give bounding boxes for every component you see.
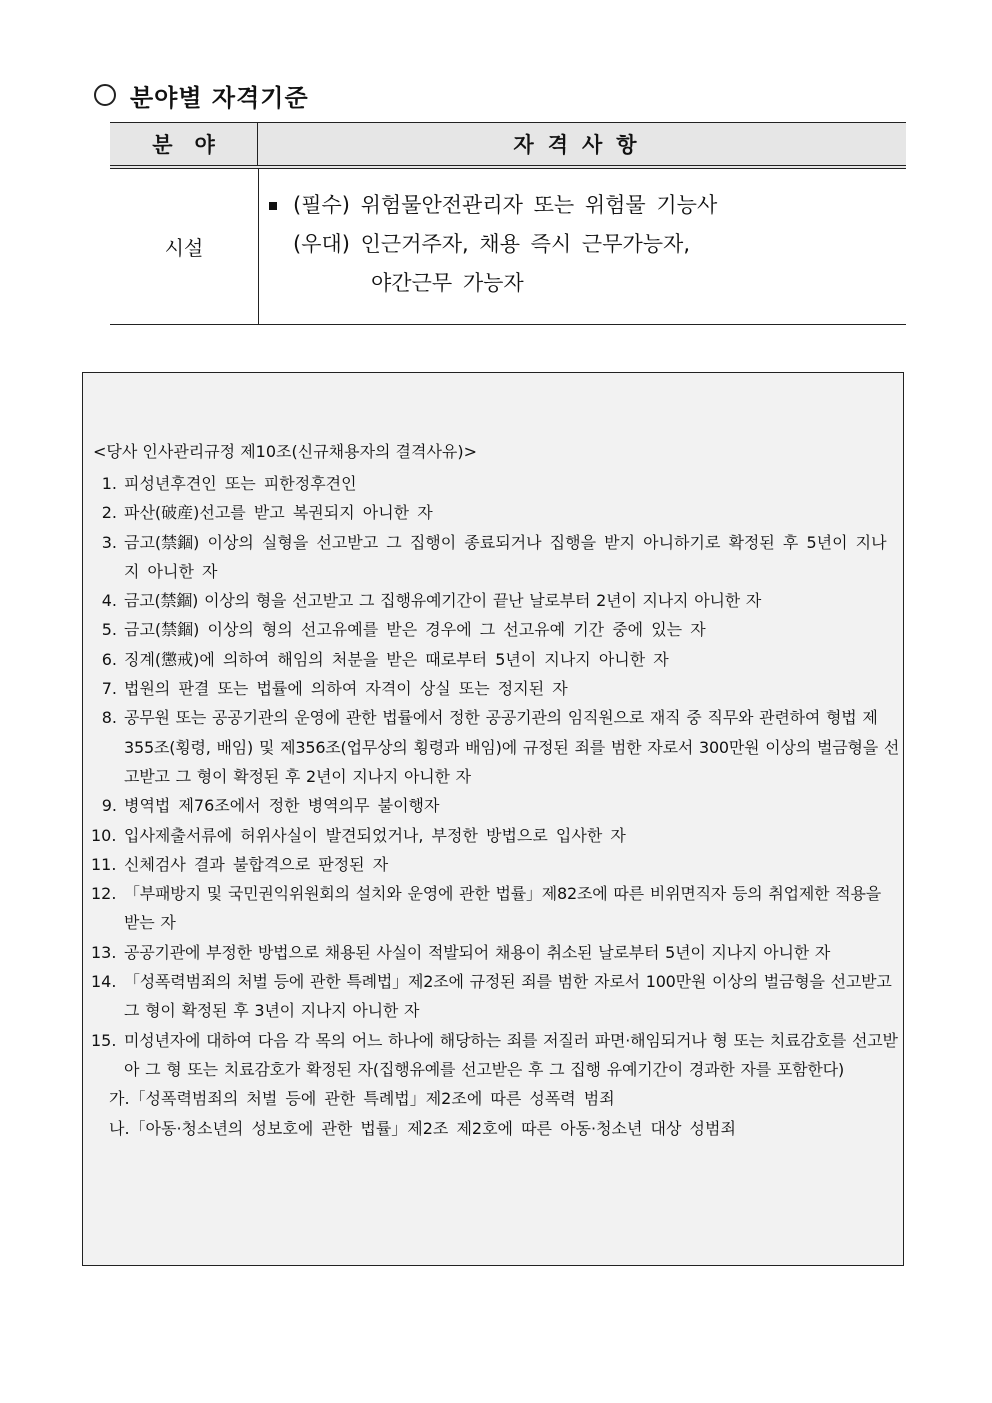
- item-text: 징계(懲戒)에 의하여 해임의 처분을 받은 때로부터 5년이 지나지 아니한 자: [124, 649, 669, 669]
- item-text: 미성년자에 대하여 다음 각 목의 어느 하나에 해당하는 죄를 저질러 파면·해임되거나 형 또는 치료감호를 선고받아 그 형 또는 치료감호가 확정된 자(집행유예를 선고받은 후 그 집행 유예기간이 경과한 자를 포함한다): [124, 1030, 898, 1079]
- table-row: [110, 169, 906, 325]
- item-text: 법원의 판결 또는 법률에 의하여 자격이 상실 또는 정지된 자: [124, 679, 568, 699]
- field-cell: 시설: [110, 169, 259, 324]
- list-item: [91, 586, 901, 615]
- item-number: 4.: [101, 591, 117, 611]
- sub-item: 나.「아동·청소년의 성보호에 관한 법률」제2조 제2호에 따른 아동·청소년 대상 성범죄: [109, 1118, 736, 1138]
- header-field: 분야: [110, 123, 258, 165]
- item-text: 피성년후견인 또는 피한정후견인: [124, 474, 357, 493]
- header-qualification: 자격사항: [513, 133, 651, 157]
- item-text: 「성폭력범죄의 처벌 등에 관한 특례법」제2조에 규정된 죄를 범한 자로서 100만원 이상의 벌금형을 선고받고 그 형이 확정된 후 3년이 지나지 아니한 자: [124, 972, 892, 1021]
- item-text: 공공기관에 부정한 방법으로 채용된 사실이 적발되어 채용이 취소된 날로부터 5년이 지나지 아니한 자: [124, 942, 831, 962]
- requirements-cell: [259, 169, 906, 324]
- item-number: 7.: [101, 679, 117, 699]
- item-text: 「부패방지 및 국민권익위원회의 설치와 운영에 관한 법률」제82조에 따른 비위면직자 등의 취업제한 적용을 받는 자: [124, 884, 882, 933]
- item-number: 6.: [101, 649, 117, 669]
- section-title: 분야별 자격기준: [130, 82, 309, 112]
- section-heading: [94, 78, 309, 112]
- list-item: [91, 1026, 901, 1085]
- square-bullet-icon: [269, 202, 277, 210]
- item-text: 금고(禁錮) 이상의 형을 선고받고 그 집행유예기간이 끝난 날로부터 2년이 지나지 아니한 자: [124, 591, 762, 611]
- list-item: [91, 674, 901, 703]
- list-item: [91, 645, 901, 674]
- requirement-required: (필수) 위험물안전관리자 또는 위험물 기능사: [293, 193, 718, 217]
- item-number: 14.: [91, 972, 117, 992]
- item-number: 15.: [91, 1030, 117, 1050]
- item-number: 2.: [101, 503, 117, 523]
- qualification-table: [110, 122, 906, 325]
- item-text: 신체검사 결과 불합격으로 판정된 자: [124, 854, 389, 874]
- item-text: 공무원 또는 공공기관의 운영에 관한 법률에서 정한 공공기관의 임직원으로 재직 중 직무와 관련하여 형법 제355조(횡령, 배임) 및 제356조(업무상의 횡령과 배임)에 규정된 죄를 범한 자로서 300만원 이상의 벌금형을 선고받고 그 형이 확정된 후 2년이 지나지 아니한 자: [124, 708, 900, 786]
- notice-title: <당사 인사관리규정 제10조(신규채용자의 결격사유)>: [93, 442, 478, 461]
- list-item: [91, 498, 901, 527]
- list-item: [91, 879, 901, 938]
- item-text: 파산(破産)선고를 받고 복권되지 아니한 자: [124, 503, 433, 523]
- item-number: 11.: [91, 854, 117, 874]
- item-text: 금고(禁錮) 이상의 형의 선고유예를 받은 경우에 그 선고유예 기간 중에 있는 자: [124, 620, 706, 640]
- table-header: [110, 122, 906, 169]
- item-text: 금고(禁錮) 이상의 실형을 선고받고 그 집행이 종료되거나 집행을 받지 아니하기로 확정된 후 5년이 지나지 아니한 자: [124, 532, 887, 581]
- circle-icon: [94, 84, 116, 106]
- item-number: 13.: [91, 942, 117, 962]
- list-item: [91, 615, 901, 644]
- item-number: 9.: [101, 796, 117, 816]
- item-number: 1.: [101, 474, 117, 493]
- item-number: 8.: [101, 708, 117, 728]
- requirement-preferred-cont: 야간근무 가능자: [371, 271, 524, 295]
- list-item: [91, 791, 901, 820]
- item-number: 10.: [91, 825, 117, 845]
- list-item: [91, 967, 901, 1026]
- list-item: [91, 938, 901, 967]
- list-item: [91, 469, 901, 498]
- disqualification-list: [91, 469, 901, 1143]
- item-number: 3.: [101, 532, 117, 552]
- item-number: 12.: [91, 884, 117, 904]
- disqualification-notice: [82, 372, 904, 1266]
- list-item: [91, 821, 901, 850]
- list-item: [91, 703, 901, 791]
- requirement-preferred: (우대) 인근거주자, 채용 즉시 근무가능자,: [293, 232, 691, 256]
- item-number: 5.: [101, 620, 117, 640]
- list-item: [91, 528, 901, 587]
- item-text: 병역법 제76조에서 정한 병역의무 불이행자: [124, 796, 440, 816]
- sub-item: 가.「성폭력범죄의 처벌 등에 관한 특례법」제2조에 따른 성폭력 범죄: [109, 1089, 615, 1109]
- item-text: 입사제출서류에 허위사실이 발견되었거나, 부정한 방법으로 입사한 자: [124, 825, 626, 845]
- list-item: [91, 850, 901, 879]
